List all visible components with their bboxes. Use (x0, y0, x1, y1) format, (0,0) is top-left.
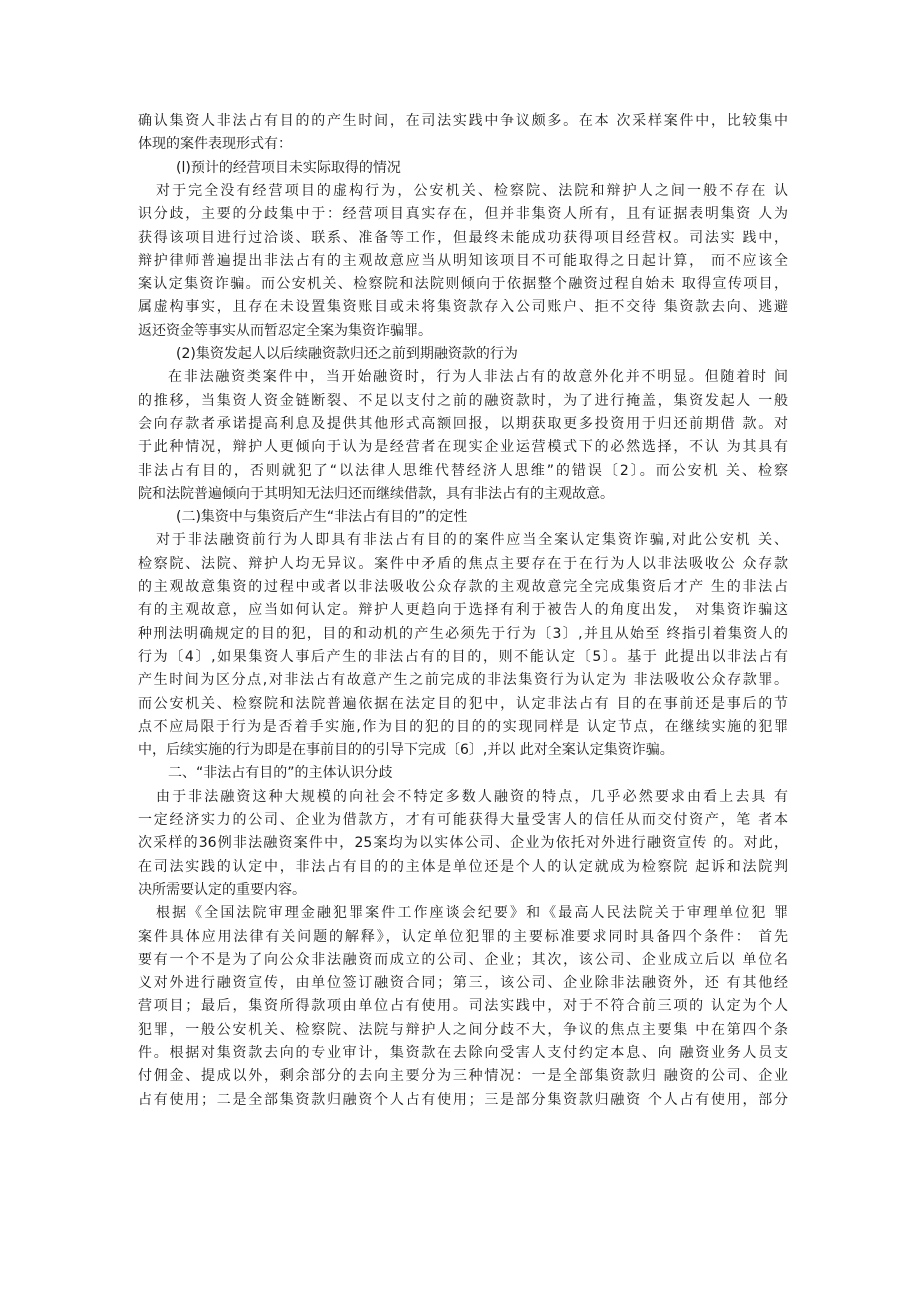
text-line (138, 623, 788, 645)
line-text: 检察院、法院、辩护人均无异议。案件中矛盾的焦点主要存在于在行为人以非法吸收公 众存款 (138, 555, 788, 572)
text-line (156, 180, 788, 202)
text-line (168, 762, 788, 784)
line-text: 会向存款者承诺提高利息及提供其他形式高额回报，以期获取更多投资用于归还前期借 款。对 (138, 415, 788, 432)
text-line (138, 227, 788, 249)
text-line (138, 133, 788, 155)
line-text: 行为〔4〕,如果集资人事后产生的非法占有的目的，则不能认定〔5〕。基于 此提出以非法占有 (138, 648, 788, 665)
text-line (138, 273, 788, 295)
line-text: 根据《全国法院审理金融犯罪案件工作座谈会纪要》和《最高人民法院关于审理单位犯 罪 (156, 905, 788, 922)
text-line (138, 995, 788, 1017)
text-line (156, 529, 788, 551)
line-text: 体现的案件表现形式有： (138, 136, 292, 153)
line-text: 中，后续实施的行为即是在事前目的的引导下完成〔6〕,并以 此对全案认定集资诈骗。 (138, 742, 674, 759)
line-text: 辩护律师普遍提出非法占有的主观故意应当从明知该项目不可能取得之日起计算， 而不应该全 (138, 252, 788, 269)
line-text: 产生时间为区分点,对非法占有故意产生之前完成的非法集资行为认定为 非法吸收公众存款罪。 (138, 672, 788, 689)
text-line (156, 786, 788, 808)
line-text: 获得该项目进行过洽谈、联系、准备等工作，但最终未能成功获得项目经营权。司法实 践中， (138, 229, 788, 246)
line-text: (2)集资发起人以后续融资款归还之前到期融资款的行为 (176, 346, 518, 362)
line-text: 于此种情况，辩护人更倾向于认为是经营者在现实企业运营模式下的必然选择，不认 为其具有 (138, 439, 788, 456)
line-text: 案件具体应用法律有关问题的解释》，认定单位犯罪的主要标准要求同时具备四个条件： 首先 (138, 928, 788, 945)
line-text: 次采样的36例非法融资案件中，25案均为以实体公司、企业为依托对外进行融资宣传 的。对此， (138, 835, 788, 852)
text-line (138, 972, 788, 994)
text-line (138, 320, 788, 342)
text-line (138, 576, 788, 598)
text-line (156, 902, 788, 924)
line-text: 的推移，当集资人资金链断裂、不足以支付之前的融资款时，为了进行掩盖，集资发起人 一般 (138, 392, 788, 409)
text-line (138, 250, 788, 272)
text-line (138, 1042, 788, 1064)
line-text: 有的主观故意，应当如何认定。辩护人更趋向于选择有利于被告人的角度出发， 对集资诈骗这 (138, 602, 788, 619)
line-text: 返还资金等事实从而暂忍定全案为集资诈骗罪。 (138, 322, 432, 339)
text-line (138, 716, 788, 738)
text-line (138, 390, 788, 412)
text-line (138, 856, 788, 878)
text-line (176, 343, 788, 365)
line-text: 一定经济实力的公司、企业为借款方，才有可能获得大量受害人的信任从而交付资产，笔 者本 (138, 812, 788, 828)
line-text: (l)预计的经营项目未实际取得的情况 (176, 159, 401, 176)
text-line (138, 599, 788, 621)
line-text: 识分歧，主要的分歧集中于：经营项目真实存在，但并非集资人所有，且有证据表明集资 人为 (138, 206, 788, 223)
line-text: 决所需要认定的重要内容。 (138, 881, 306, 898)
text-line (138, 1019, 788, 1041)
line-text: 二、“非法占有目的”的主体认识分歧 (168, 765, 393, 782)
text-line (138, 646, 788, 668)
text-line (138, 669, 788, 691)
text-line (138, 296, 788, 318)
line-text: 件。根据对集资款去向的专业审计，集资款在去除向受害人支付约定本息、向 融资业务人员支 (138, 1045, 788, 1061)
text-line (138, 553, 788, 575)
text-line (138, 436, 788, 458)
line-text: 义对外进行融资宣传，由单位签订融资合同；第三，该公司、企业除非法融资外，还 有其他经 (138, 975, 788, 992)
line-text: 付佣金、提成以外，剩余部分的去向主要分为三种情况：一是全部集资款归 融资的公司、企业 (138, 1068, 788, 1085)
text-line (138, 203, 788, 225)
line-text: 属虚构事实，且存在未设置集资账目或未将集资款存入公司账户、拒不交待 集资款去向、逃避 (138, 299, 788, 316)
text-line (168, 366, 788, 388)
line-text: 确认集资人非法占有目的的产生时间，在司法实践中争议颇多。在本 次采样案件中，比较集中 (138, 113, 788, 129)
line-text: 营项目；最后，集资所得款项由单位占有使用。司法实践中，对于不符合前三项的 认定为个人 (138, 998, 788, 1015)
text-line (138, 739, 788, 761)
line-text: 由于非法融资这种大规模的向社会不特定多数人融资的特点，几乎必然要求由看上去具 有 (156, 788, 788, 805)
text-line (138, 879, 788, 901)
text-line (176, 157, 788, 179)
text-line (138, 413, 788, 435)
line-text: 犯罪，一般公安机关、检察院、法院与辩护人之间分歧不大，争议的焦点主要集 中在第四个条 (138, 1021, 788, 1038)
line-text: (二)集资中与集资后产生“非法占有目的”的定性 (176, 509, 468, 526)
text-line (138, 949, 788, 971)
text-line (138, 1065, 788, 1087)
text-line (138, 809, 788, 831)
line-text: 案认定集资诈骗。而公安机关、检察院和法院则倾向于依据整个融资过程自始未 取得宣传项目， (138, 276, 788, 293)
text-line (138, 1089, 788, 1111)
text-line (176, 506, 788, 528)
line-text: 对于非法融资前行为人即具有非法占有目的的案件应当全案认定集资诈骗,对此公安机 关、 (156, 532, 788, 549)
line-text: 占有使用；二是全部集资款归融资个人占有使用；三是部分集资款归融资 个人占有使用，部分 (138, 1091, 788, 1108)
line-text: 而公安机关、检察院和法院普遍依据在法定目的犯中，认定非法占有 目的在事前还是事后的节 (138, 695, 788, 712)
line-text: 的主观故意集资的过程中或者以非法吸收公众存款的主观故意完全完成集资后才产 生的非法占 (138, 579, 788, 595)
line-text: 点不应局限于行为是否着手实施,作为目的犯的目的的实现同样是 认定节点，在继续实施的犯罪 (138, 718, 788, 735)
line-text: 院和法院普遍倾向于其明知无法归还而继续借款，具有非法占有的主观故意。 (138, 485, 614, 502)
line-text: 非法占有目的，否则就犯了“以法律人思维代替经济人思维”的错误〔2〕。而公安机 关、检察 (138, 462, 788, 479)
text-line (138, 110, 788, 132)
line-text: 在司法实践的认定中，非法占有目的的主体是单位还是个人的认定就成为检察院 起诉和法院判 (138, 858, 788, 875)
text-line (138, 460, 788, 482)
line-text: 种刑法明确规定的目的犯，目的和动机的产生必须先于行为〔3〕,并且从始至 终指引着集资人的 (138, 625, 788, 642)
line-text: 对于完全没有经营项目的虚构行为，公安机关、检察院、法院和辩护人之间一般不存在 认 (156, 182, 788, 199)
text-line (138, 832, 788, 854)
line-text: 在非法融资类案件中，当开始融资时，行为人非法占有的故意外化并不明显。但随着时 间 (168, 369, 788, 386)
text-line (138, 926, 788, 948)
text-line (138, 483, 788, 505)
line-text: 要有一个不是为了向公众非法融资而成立的公司、企业；其次，该公司、企业成立后以 单位名 (138, 951, 788, 968)
text-line (138, 693, 788, 715)
